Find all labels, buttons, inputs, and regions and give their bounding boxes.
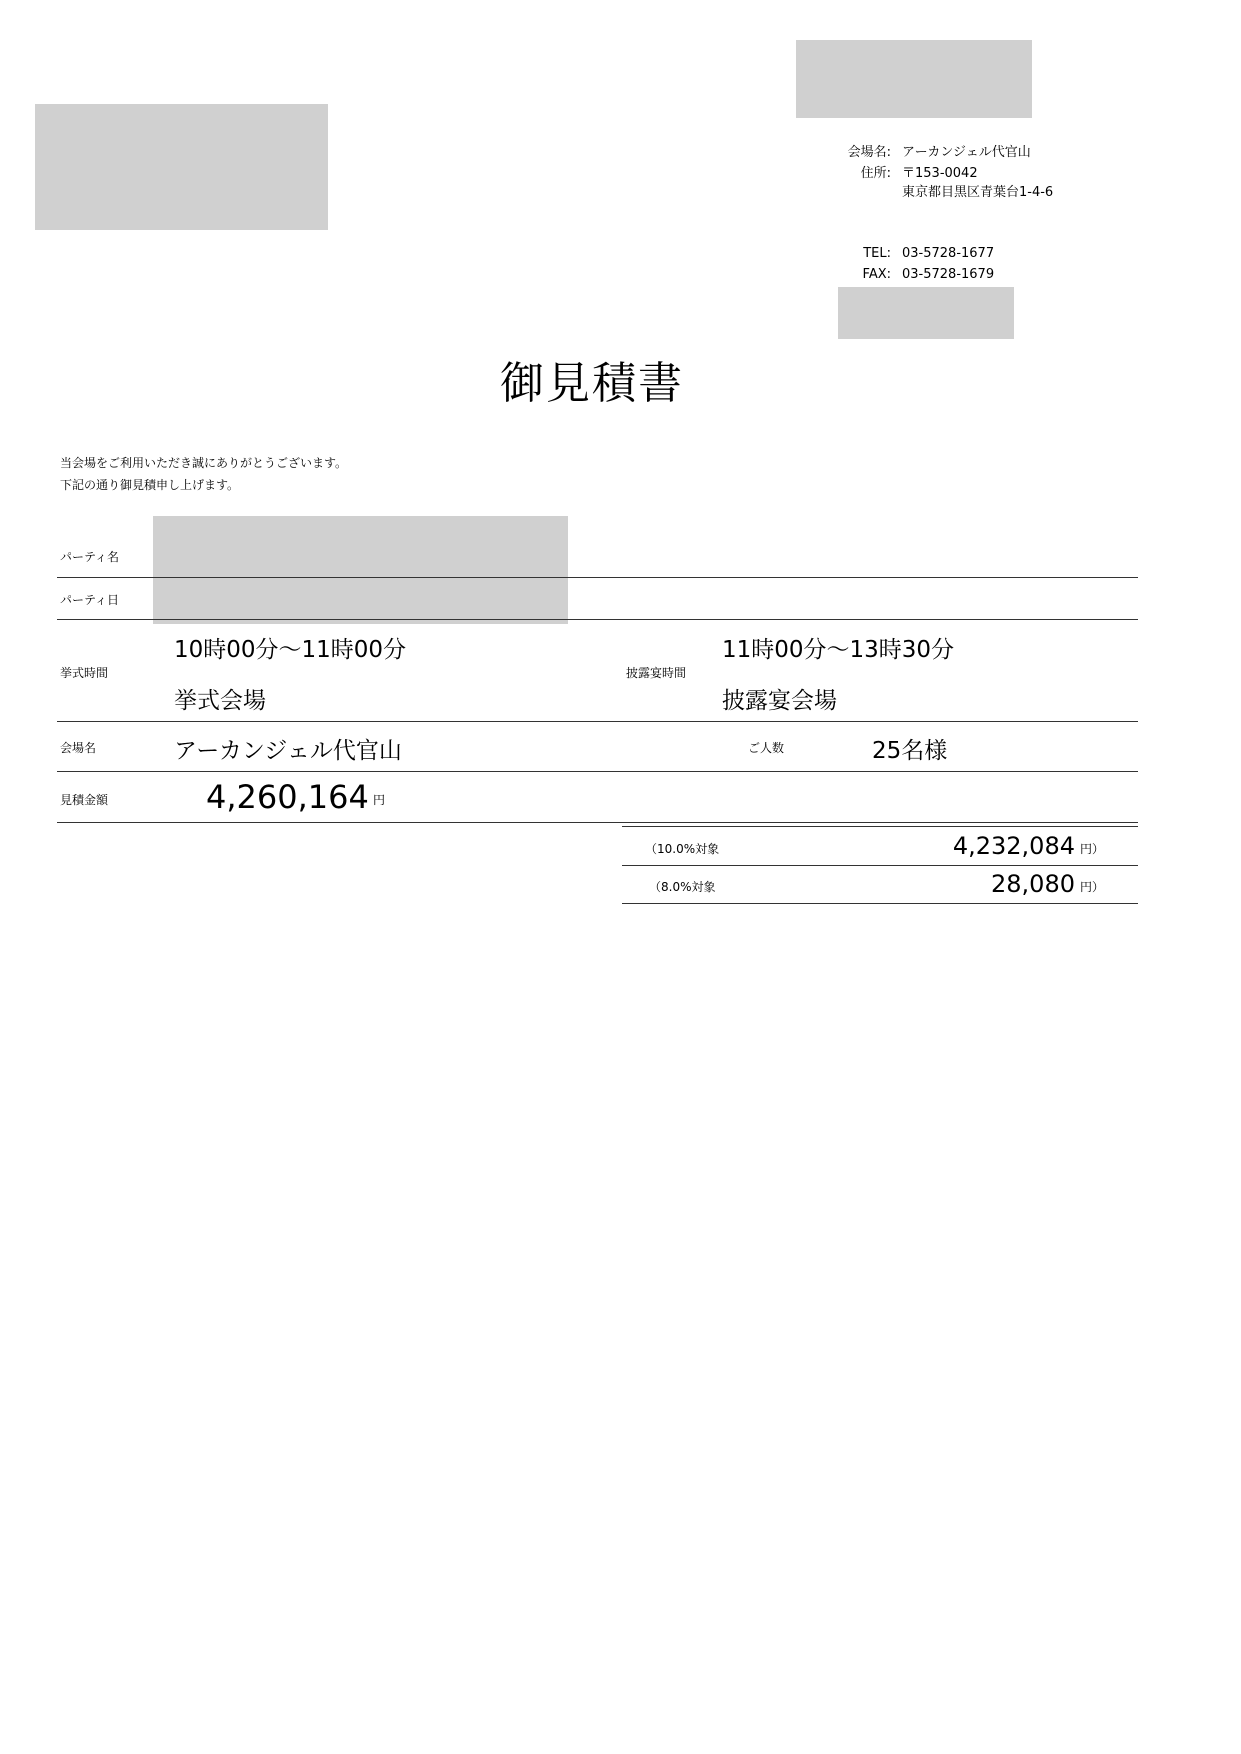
tax-10-unit: 円）	[1080, 842, 1105, 856]
venue-address-label: 住所:	[860, 166, 891, 181]
tax-8-label: （8.0%対象	[649, 880, 716, 894]
tax-10-amount: 4,232,084	[952, 832, 1075, 860]
venue-name-label: 会場名:	[847, 145, 891, 160]
estimate-amount: 4,260,164	[206, 778, 369, 816]
tax-10-label: （10.0%対象	[645, 842, 720, 856]
venue-name: アーカンジェル代官山	[902, 145, 1031, 160]
venue-row-name: アーカンジェル代官山	[174, 738, 402, 764]
guests-label: ご人数	[748, 741, 785, 755]
party-name-label: パーティ名	[60, 550, 120, 564]
guests-count: 25名様	[872, 738, 948, 764]
divider	[57, 822, 1138, 823]
divider	[57, 577, 1138, 578]
venue-row-label: 会場名	[60, 741, 97, 755]
venue-fax-label: FAX:	[862, 267, 891, 282]
divider	[57, 721, 1138, 722]
divider	[622, 903, 1138, 904]
ceremony-time-label: 挙式時間	[60, 666, 109, 680]
estimate-label: 見積金額	[60, 793, 109, 807]
tax-8-unit: 円）	[1080, 880, 1105, 894]
reception-time-label: 披露宴時間	[626, 666, 687, 680]
estimate-unit: 円	[373, 793, 386, 807]
redacted-party-info	[153, 516, 568, 624]
party-date-label: パーティ日	[60, 593, 120, 607]
reception-time: 11時00分～13時30分	[722, 637, 955, 663]
greeting-line-2: 下記の通り御見積申し上げます。	[60, 478, 240, 492]
tax-8-amount: 28,080	[991, 870, 1075, 898]
redacted-logo	[796, 40, 1032, 118]
tax-top-border	[622, 826, 1138, 827]
venue-tel: 03-5728-1677	[902, 246, 995, 261]
divider	[57, 619, 1138, 620]
venue-postal: 〒153-0042	[902, 166, 978, 181]
ceremony-venue: 挙式会場	[174, 688, 266, 714]
venue-fax: 03-5728-1679	[902, 267, 995, 282]
divider	[57, 771, 1138, 772]
greeting	[60, 452, 347, 496]
redacted-stamp	[838, 287, 1014, 339]
divider	[622, 865, 1138, 866]
redacted-recipient	[35, 104, 328, 230]
venue-address: 東京都目黒区青葉台1-4-6	[902, 185, 1054, 200]
reception-venue: 披露宴会場	[722, 688, 837, 714]
venue-tel-label: TEL:	[863, 246, 891, 261]
page-title: 御見積書	[500, 358, 684, 409]
greeting-line-1: 当会場をご利用いただき誠にありがとうございます。	[60, 456, 348, 470]
ceremony-time: 10時00分～11時00分	[174, 637, 407, 663]
